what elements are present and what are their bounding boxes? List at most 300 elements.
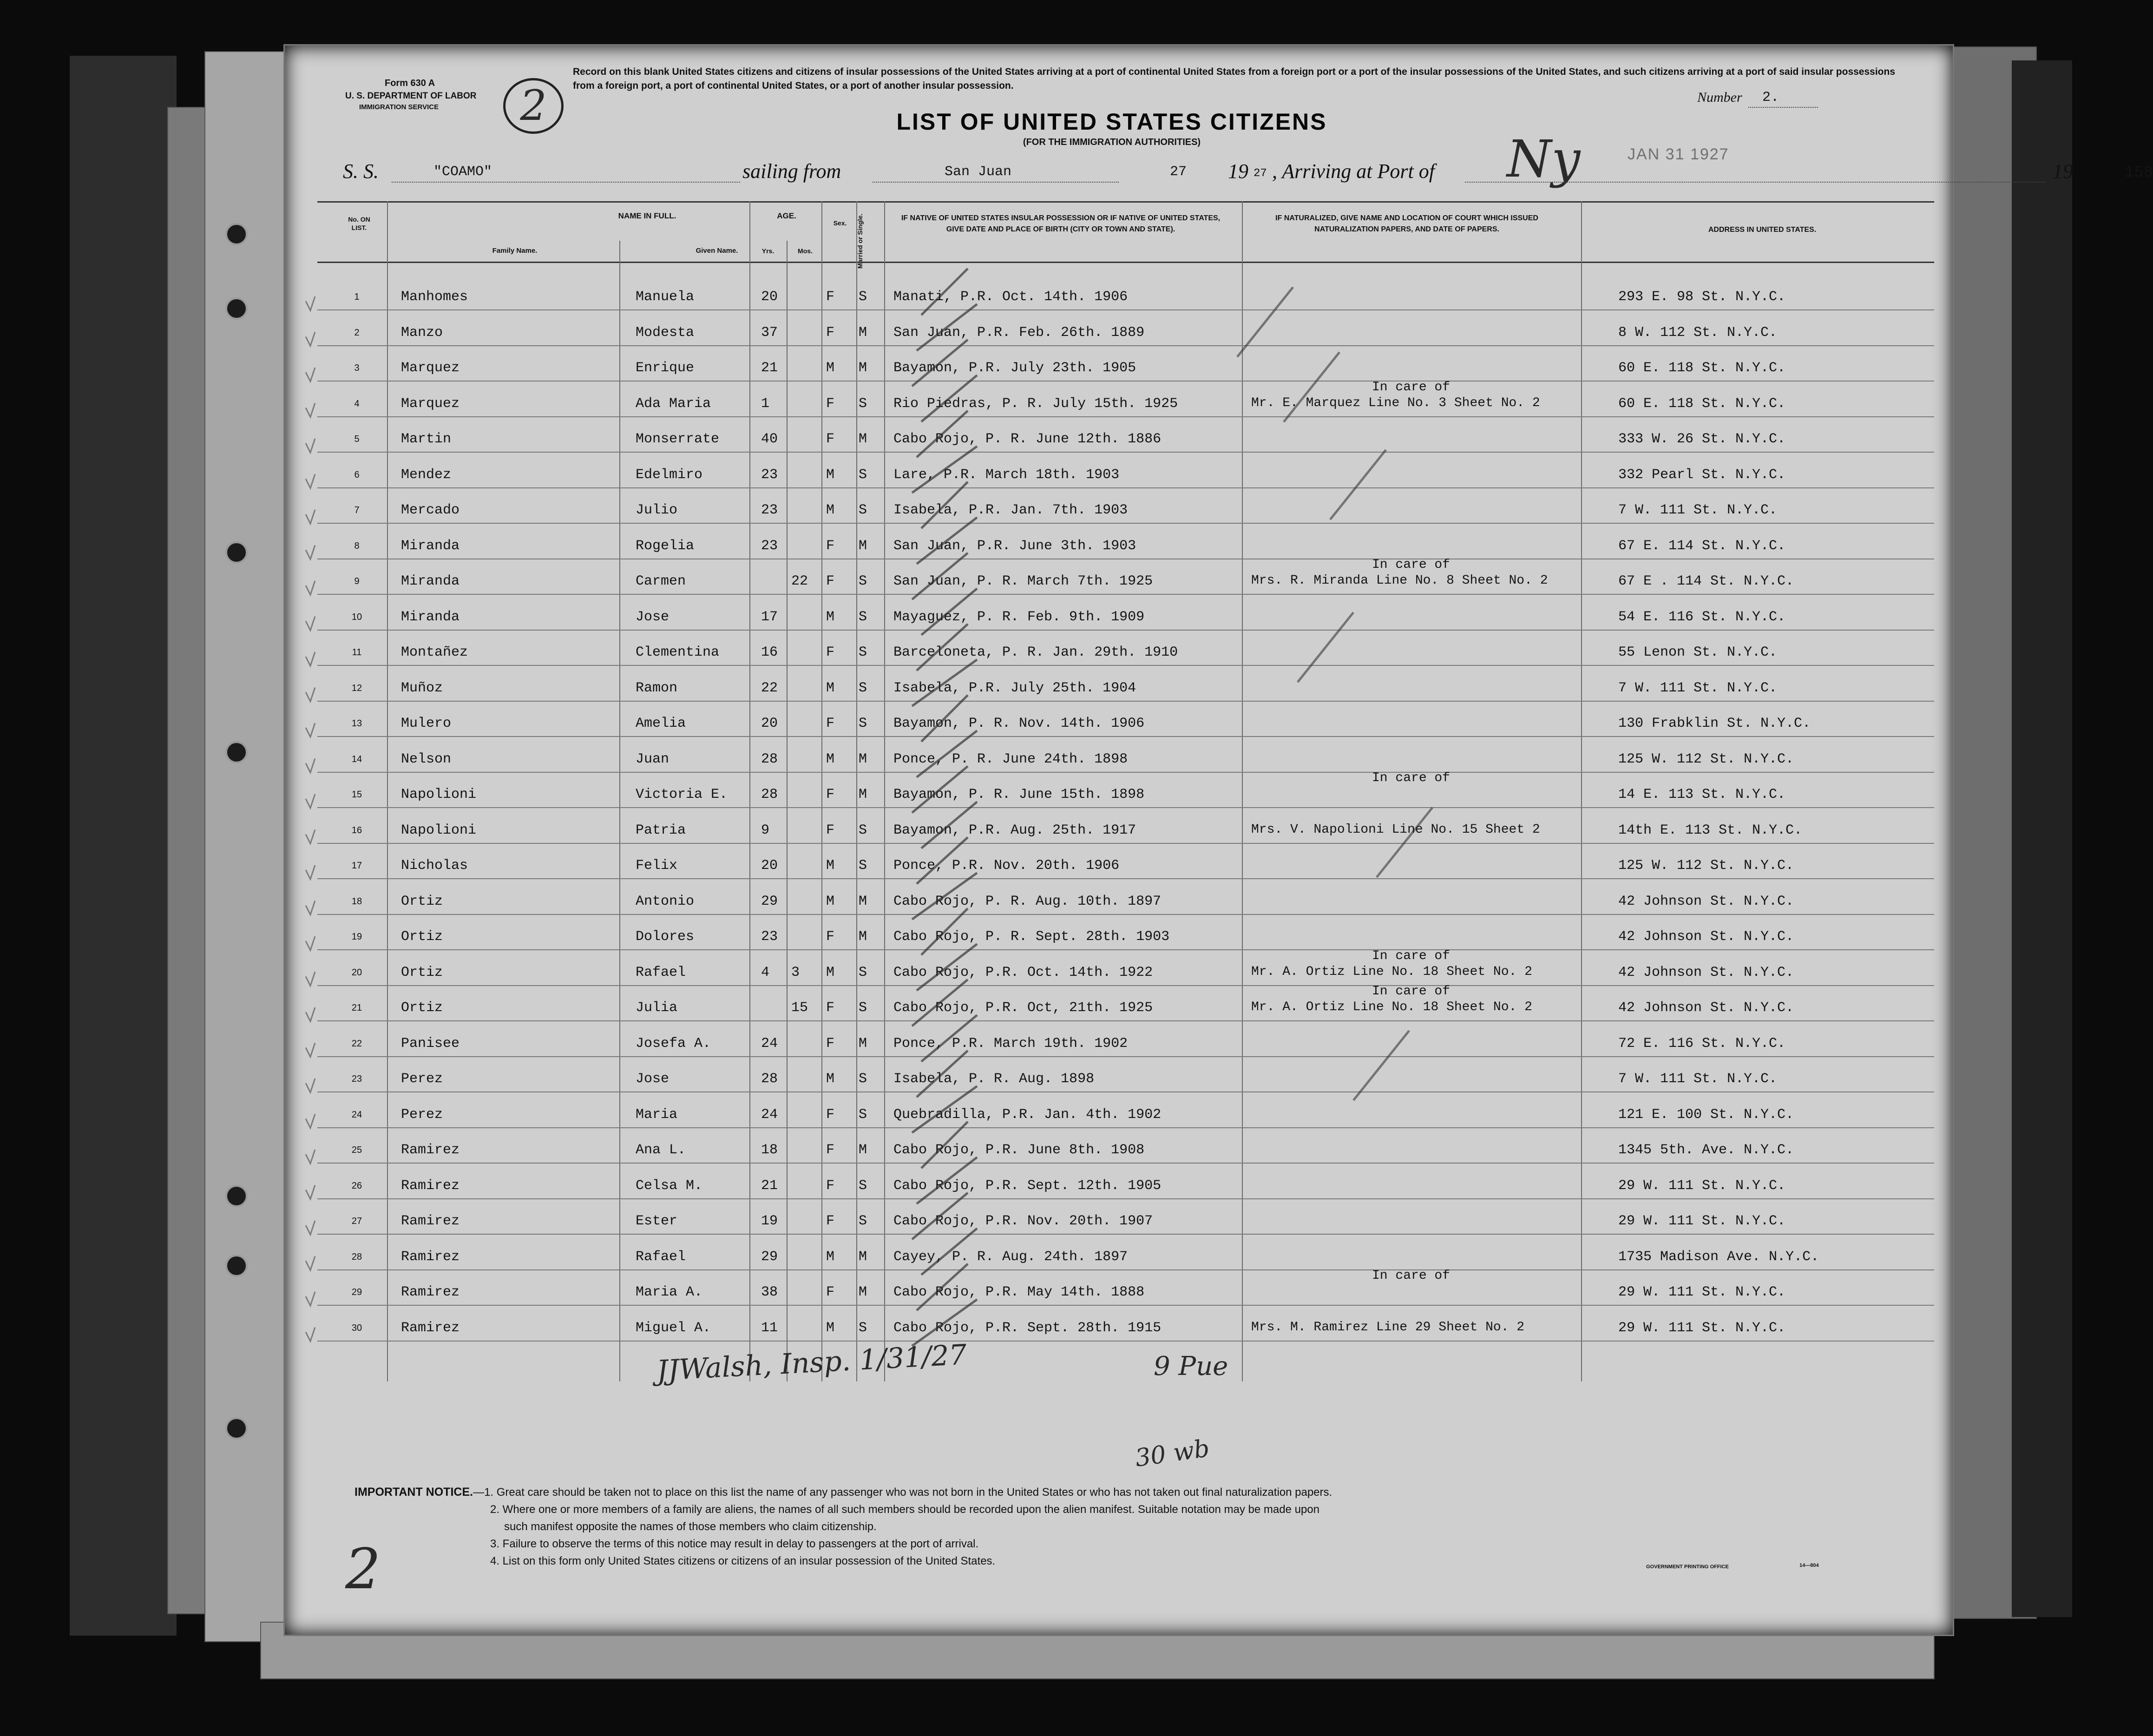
year-prefix-2: 19: [2053, 160, 2073, 183]
cell-given: Patria: [636, 822, 686, 838]
cell-given: Miguel A.: [636, 1320, 711, 1336]
cell-address: 42 Johnson St. N.Y.C.: [1618, 1000, 1794, 1016]
cell-address: 1735 Madison Ave. N.Y.C.: [1618, 1249, 1819, 1265]
cell-sex: M: [826, 467, 835, 483]
cell-sex: M: [826, 680, 835, 696]
cell-family: Ramirez: [401, 1213, 460, 1229]
cell-yrs: 11: [761, 1320, 778, 1336]
cell-birth: Cabo Rojo, P. R. Sept. 28th. 1903: [893, 929, 1170, 945]
cell-birth: Mayaguez, P. R. Feb. 9th. 1909: [893, 609, 1145, 625]
cell-ms: S: [859, 502, 867, 518]
cell-ms: S: [859, 1177, 867, 1194]
cell-nat-line1: In care of: [1372, 771, 1451, 785]
cell-no: 26: [351, 1180, 362, 1191]
cell-nat-line2: Mr. A. Ortiz Line No. 18 Sheet No. 2: [1251, 1000, 1532, 1014]
punch-hole: [225, 1417, 248, 1440]
header-given-name: Given Name.: [696, 247, 738, 255]
cell-yrs: 37: [761, 324, 778, 341]
number-value: 2.: [1762, 90, 1779, 105]
cell-yrs: 23: [761, 502, 778, 518]
row-tick-mark: [306, 1221, 315, 1235]
cell-nat-line1: In care of: [1372, 984, 1451, 999]
cell-no: 4: [354, 398, 360, 409]
cell-birth: Ponce, P. R. June 24th. 1898: [893, 751, 1128, 767]
cell-birth: Rio Piedras, P. R. July 15th. 1925: [893, 395, 1178, 412]
notice-item-3: 3. Failure to observe the terms of this notice may result in delay to passengers at the port of arrival.: [490, 1538, 979, 1550]
cell-given: Maria A.: [636, 1284, 703, 1300]
row-tick-mark: [306, 1114, 315, 1128]
cell-given: Dolores: [636, 929, 695, 945]
cell-address: 1345 5th. Ave. N.Y.C.: [1618, 1142, 1794, 1158]
cell-birth: Isabela, P.R. July 25th. 1904: [893, 680, 1136, 696]
cell-no: 16: [351, 825, 362, 835]
cell-ms: S: [859, 858, 867, 874]
cell-no: 11: [352, 647, 362, 658]
cell-no: 18: [351, 896, 362, 907]
cell-sex: F: [826, 1177, 835, 1194]
cell-no: 14: [351, 754, 362, 764]
row-tick-mark: [306, 368, 315, 381]
port-of-arrival: Ny: [1507, 129, 1581, 189]
cell-no: 27: [351, 1216, 362, 1226]
cell-family: Marquez: [401, 360, 460, 376]
cell-ms: M: [859, 538, 867, 554]
cell-sex: M: [826, 751, 835, 767]
cell-no: 13: [351, 718, 362, 729]
cell-address: 7 W. 111 St. N.Y.C.: [1618, 680, 1778, 696]
row-tick-mark: [306, 688, 315, 702]
ship-name: "COAMO": [433, 164, 492, 180]
cell-no: 30: [351, 1322, 362, 1333]
cell-no: 19: [351, 932, 362, 942]
cell-birth: Cabo Rojo, P.R. Oct. 14th. 1922: [893, 964, 1153, 980]
cell-given: Victoria E.: [636, 787, 728, 802]
cell-address: 54 E. 116 St. N.Y.C.: [1618, 609, 1786, 625]
cell-no: 23: [351, 1074, 362, 1084]
cell-no: 15: [351, 789, 362, 800]
cell-family: Ortiz: [401, 1000, 443, 1016]
cell-given: Juan: [636, 751, 670, 767]
cell-sex: M: [826, 858, 835, 874]
cell-given: Rafael: [636, 964, 686, 980]
cell-no: 7: [354, 505, 360, 515]
row-tick-mark: [306, 723, 315, 737]
pencil-check-stroke: [1353, 1031, 1409, 1100]
port-from: San Juan: [945, 164, 1012, 180]
cell-ms: M: [859, 1035, 867, 1052]
cell-no: 28: [351, 1251, 362, 1262]
cell-no: 29: [351, 1287, 362, 1297]
cell-yrs: 29: [761, 893, 778, 909]
row-tick-mark: [306, 510, 315, 524]
cell-yrs: 28: [761, 1071, 778, 1087]
cell-address: 72 E. 116 St. N.Y.C.: [1618, 1035, 1786, 1052]
cell-birth: San Juan, P.R. June 3th. 1903: [893, 538, 1136, 554]
notice-item-1: 1. Great care should be taken not to place on this list the name of any passenger who was not born in the United States or who has not taken out final naturalization papers.: [484, 1486, 1332, 1499]
cell-ms: S: [859, 1106, 867, 1123]
cell-sex: F: [826, 431, 835, 447]
cell-given: Julia: [636, 1000, 678, 1016]
row-tick-mark: [306, 1185, 315, 1199]
cell-nat-line1: In care of: [1372, 1269, 1451, 1283]
cell-birth: Ponce, P.R. Nov. 20th. 1906: [893, 858, 1120, 874]
cell-yrs: 20: [761, 289, 778, 305]
cell-family: Ramirez: [401, 1177, 460, 1194]
cell-ms: M: [859, 893, 867, 909]
center-pencil-note: 30 wb: [1133, 1434, 1211, 1473]
cell-yrs: 21: [761, 1177, 778, 1194]
cell-family: Panisee: [401, 1035, 460, 1052]
arriving-label: , Arriving at Port of: [1272, 160, 1435, 183]
cell-given: Ada Maria: [636, 395, 711, 412]
cell-ms: M: [859, 324, 867, 341]
cell-no: 24: [351, 1109, 362, 1120]
cell-given: Rafael: [636, 1249, 686, 1265]
form-number: Form 630 A: [385, 78, 435, 88]
cell-sex: F: [826, 1213, 835, 1229]
cell-family: Manzo: [401, 324, 443, 341]
notice-item-2a: 2. Where one or more members of a family are aliens, the names of all such members should be recorded upon the alien manifest. Suitable notation may be made upon: [490, 1503, 1319, 1516]
cell-ms: S: [859, 822, 867, 838]
cell-sex: M: [826, 609, 835, 625]
cell-sex: F: [826, 1142, 835, 1158]
cell-sex: M: [826, 502, 835, 518]
cell-given: Carmen: [636, 573, 686, 589]
cell-birth: Cabo Rojo, P.R. Sept. 12th. 1905: [893, 1177, 1162, 1194]
cell-address: 130 Frabklin St. N.Y.C.: [1618, 716, 1811, 731]
row-tick-mark: [306, 296, 315, 310]
cell-given: Julio: [636, 502, 678, 518]
cell-yrs: 22: [761, 680, 778, 696]
cell-no: 9: [354, 576, 360, 586]
pencil-check-stroke: [921, 589, 977, 635]
row-tick-mark: [306, 759, 315, 773]
row-tick-mark: [306, 546, 315, 559]
cell-given: Monserrate: [636, 431, 720, 447]
cell-sex: F: [826, 1000, 835, 1016]
cell-ms: S: [859, 1213, 867, 1229]
service-name: IMMIGRATION SERVICE: [359, 103, 439, 111]
cell-family: Ramirez: [401, 1320, 460, 1336]
cell-birth: Bayamon, P.R. Aug. 25th. 1917: [893, 822, 1136, 838]
cell-mos: 3: [791, 964, 800, 980]
punch-hole: [225, 297, 248, 320]
cell-yrs: 28: [761, 751, 778, 767]
cell-birth: Bayamon, P. R. June 15th. 1898: [893, 787, 1145, 802]
cell-given: Amelia: [636, 716, 686, 731]
pencil-check-stroke: [1284, 352, 1339, 422]
binder-right-strip: [2012, 60, 2072, 1617]
row-tick-mark: [306, 1328, 315, 1341]
cell-ms: M: [859, 751, 867, 767]
cell-no: 22: [351, 1038, 362, 1049]
row-tick-mark: [306, 901, 315, 915]
ss-label: S. S.: [343, 160, 379, 183]
important-notice: IMPORTANT NOTICE.—1. Great care should be taken not to place on this list the name of any passenger who was not born in the United States or who has not taken out final naturalization papers. 2. Where one or more members of a family are aliens, the names of all such members should be recorded upon the alien manifest. Suitable notation may be made upon such manifest opposite the names of those members who claim citizenship. 3. Failure to observe the terms of this notice may result in delay to passengers at the port of arrival. 4. List on this form only United States citizens or citizens of an insular possession of the United States.: [354, 1484, 1911, 1570]
cell-address: 60 E. 118 St. N.Y.C.: [1618, 395, 1786, 412]
cell-address: 29 W. 111 St. N.Y.C.: [1618, 1320, 1786, 1336]
pencil-check-stroke: [921, 1122, 968, 1168]
date-stamp: JAN 31 1927: [1628, 145, 1729, 163]
cell-sex: M: [826, 360, 835, 376]
cell-given: Maria: [636, 1106, 678, 1123]
cell-nat-line1: In care of: [1372, 558, 1451, 572]
cell-sex: F: [826, 1106, 835, 1123]
row-tick-mark: [306, 617, 315, 631]
cell-no: 2: [354, 327, 360, 338]
header-mos: Mos.: [798, 247, 813, 255]
header-address: ADDRESS IN UNITED STATES.: [1708, 226, 1817, 234]
cell-yrs: 4: [761, 964, 770, 980]
cell-yrs: 23: [761, 538, 778, 554]
cell-sex: M: [826, 893, 835, 909]
cell-nat-line2: Mrs. R. Miranda Line No. 8 Sheet No. 2: [1251, 573, 1548, 588]
cell-yrs: 28: [761, 787, 778, 802]
passenger-count-note: 9 Pue: [1154, 1351, 1228, 1381]
cell-address: 60 E. 118 St. N.Y.C.: [1618, 360, 1786, 376]
cell-birth: Cabo Rojo, P.R. June 8th. 1908: [893, 1142, 1145, 1158]
cell-birth: San Juan, P.R. Feb. 26th. 1889: [893, 324, 1145, 341]
punch-hole: [225, 223, 248, 245]
cell-birth: Bayamon, P. R. Nov. 14th. 1906: [893, 716, 1145, 731]
cell-family: Mulero: [401, 716, 452, 731]
row-tick-mark: [306, 1256, 315, 1270]
cell-given: Jose: [636, 1071, 670, 1087]
pencil-check-stroke: [921, 695, 968, 742]
cell-address: 125 W. 112 St. N.Y.C.: [1618, 751, 1794, 767]
cell-given: Clementina: [636, 644, 720, 660]
cell-nat-line1: In care of: [1372, 380, 1451, 395]
row-tick-mark: [306, 1007, 315, 1021]
pencil-check-stroke: [1237, 287, 1293, 357]
cell-family: Ramirez: [401, 1249, 460, 1265]
cell-birth: Cabo Rojo, P.R. Nov. 20th. 1907: [893, 1213, 1153, 1229]
pencil-check-stroke: [921, 1229, 977, 1275]
cell-birth: Cabo Rojo, P.R. May 14th. 1888: [893, 1284, 1145, 1300]
cell-sex: F: [826, 538, 835, 554]
pencil-check-marks: [285, 46, 1953, 1635]
notice-item-2b: such manifest opposite the names of those members who claim citizenship.: [504, 1520, 877, 1533]
cell-given: Enrique: [636, 360, 695, 376]
cell-mos: 15: [791, 1000, 808, 1016]
pencil-check-stroke: [921, 802, 977, 848]
cell-no: 12: [351, 683, 362, 693]
cell-ms: S: [859, 680, 867, 696]
cell-birth: Cabo Rojo, P. R. June 12th. 1886: [893, 431, 1162, 447]
cell-address: 7 W. 111 St. N.Y.C.: [1618, 1071, 1778, 1087]
cell-ms: M: [859, 787, 867, 802]
row-tick-mark: [306, 1078, 315, 1092]
cell-given: Josefa A.: [636, 1035, 711, 1052]
cell-nat-line2: Mr. A. Ortiz Line No. 18 Sheet No. 2: [1251, 964, 1532, 979]
department-name: U. S. DEPARTMENT OF LABOR: [345, 91, 477, 101]
cell-ms: S: [859, 964, 867, 980]
pencil-check-stroke: [1298, 612, 1353, 682]
cell-family: Ortiz: [401, 929, 443, 945]
cell-ms: S: [859, 1071, 867, 1087]
pencil-check-stroke: [921, 375, 977, 422]
cell-birth: Isabela, P. R. Aug. 1898: [893, 1071, 1095, 1087]
cell-birth: Cabo Rojo, P.R. Sept. 28th. 1915: [893, 1320, 1162, 1336]
cell-sex: M: [826, 1320, 835, 1336]
row-tick-mark: [306, 581, 315, 595]
cell-address: 42 Johnson St. N.Y.C.: [1618, 964, 1794, 980]
cell-given: Edelmiro: [636, 467, 703, 483]
cell-family: Marquez: [401, 395, 460, 412]
row-tick-mark: [306, 1043, 315, 1057]
cell-address: 14 E. 113 St. N.Y.C.: [1618, 787, 1786, 802]
intro-text: Record on this blank United States citizens and citizens of insular possessions of the United States arriving at a port of continental United States from a foreign port or a port of the insular possessions of the United States, and such citizens arriving at a port of said insular possessions from a foreign port, a port of continental United States, or a port of another insular possession.: [573, 66, 1896, 91]
cell-sex: F: [826, 573, 835, 589]
header-birth: IF NATIVE OF UNITED STATES INSULAR POSSESSION OR IF NATIVE OF UNITED STATES, GIVE DATE AND PLACE OF BIRTH (CITY OR TOWN AND STATE).: [901, 214, 1221, 233]
cell-sex: F: [826, 716, 835, 731]
row-tick-mark: [306, 1150, 315, 1164]
cell-no: 10: [351, 612, 362, 622]
cell-address: 332 Pearl St. N.Y.C.: [1618, 467, 1786, 483]
cell-family: Martin: [401, 431, 452, 447]
cell-no: 3: [354, 363, 360, 373]
cell-ms: S: [859, 609, 867, 625]
cell-address: 8 W. 112 St. N.Y.C.: [1618, 324, 1778, 341]
cell-yrs: 19: [761, 1213, 778, 1229]
cell-address: 293 E. 98 St. N.Y.C.: [1618, 289, 1786, 305]
cell-yrs: 23: [761, 467, 778, 483]
header-sex: Sex.: [833, 219, 847, 227]
cell-ms: S: [859, 573, 867, 589]
header-family-name: Family Name.: [492, 247, 538, 255]
cell-ms: S: [859, 1320, 867, 1336]
header-naturalized: IF NATURALIZED, GIVE NAME AND LOCATION OF COURT WHICH ISSUED NATURALIZATION PAPERS, AND DATE OF PAPERS.: [1275, 214, 1538, 233]
cell-address: 55 Lenon St. N.Y.C.: [1618, 644, 1778, 660]
cell-family: Montañez: [401, 644, 468, 660]
punch-hole: [225, 1185, 248, 1207]
circled-sheet-number: 2: [503, 78, 564, 134]
cell-family: Manhomes: [401, 289, 468, 305]
cell-family: Napolioni: [401, 787, 477, 802]
cell-address: 125 W. 112 St. N.Y.C.: [1618, 858, 1794, 874]
cell-yrs: 20: [761, 858, 778, 874]
cell-birth: Cayey, P. R. Aug. 24th. 1897: [893, 1249, 1128, 1265]
header-no-on-list: No. ON LIST.: [348, 216, 370, 231]
pencil-check-stroke: [1330, 450, 1386, 519]
notice-item-4: 4. List on this form only United States citizens or citizens of an insular possession of the United States.: [490, 1555, 996, 1567]
header-age: AGE.: [777, 211, 796, 220]
cell-birth: Quebradilla, P.R. Jan. 4th. 1902: [893, 1106, 1162, 1123]
manifest-sheet: [283, 44, 2153, 1636]
cell-family: Mercado: [401, 502, 460, 518]
cell-yrs: 16: [761, 644, 778, 660]
cell-address: 14th E. 113 St. N.Y.C.: [1618, 822, 1803, 838]
cell-given: Ana L.: [636, 1142, 686, 1158]
cell-no: 5: [354, 434, 360, 444]
cell-sex: F: [826, 929, 835, 945]
cell-yrs: 38: [761, 1284, 778, 1300]
cell-family: Perez: [401, 1071, 443, 1087]
cell-yrs: 29: [761, 1249, 778, 1265]
cell-ms: M: [859, 431, 867, 447]
punch-hole: [225, 741, 248, 763]
cell-yrs: 1: [761, 395, 770, 412]
row-tick-mark: [306, 332, 315, 346]
row-tick-mark: [306, 830, 315, 844]
cell-family: Mendez: [401, 467, 452, 483]
pencil-check-stroke: [921, 269, 968, 315]
row-tick-mark: [306, 1292, 315, 1306]
cell-nat-line1: In care of: [1372, 948, 1451, 963]
cell-birth: Lare, P.R. March 18th. 1903: [893, 467, 1120, 483]
row-tick-mark: [306, 865, 315, 879]
row-tick-mark: [306, 439, 315, 453]
header-name-in-full: NAME IN FULL.: [618, 211, 676, 220]
cell-sex: F: [826, 1035, 835, 1052]
cell-sex: M: [826, 1071, 835, 1087]
header-married-single: Married or Single.: [856, 213, 864, 269]
row-tick-mark: [306, 474, 315, 488]
cell-sex: M: [826, 964, 835, 980]
cell-ms: M: [859, 360, 867, 376]
cell-given: Jose: [636, 609, 670, 625]
cell-mos: 22: [791, 573, 808, 589]
cell-address: 67 E. 114 St. N.Y.C.: [1618, 538, 1786, 554]
cell-address: 42 Johnson St. N.Y.C.: [1618, 929, 1794, 945]
year-prefix: 19: [1228, 160, 1248, 183]
cell-yrs: 40: [761, 431, 778, 447]
cell-given: Antonio: [636, 893, 695, 909]
header-yrs: Yrs.: [761, 247, 775, 255]
cell-ms: S: [859, 395, 867, 412]
punch-hole: [225, 541, 248, 564]
cell-ms: M: [859, 929, 867, 945]
cell-birth: Barceloneta, P. R. Jan. 29th. 1910: [893, 644, 1178, 660]
corner-pencil-mark: 2: [345, 1537, 381, 1602]
cell-address: 29 W. 111 St. N.Y.C.: [1618, 1284, 1786, 1300]
sheet-code: 158: [2125, 164, 2153, 182]
cell-address: 29 W. 111 St. N.Y.C.: [1618, 1213, 1786, 1229]
page-subtitle: (FOR THE IMMIGRATION AUTHORITIES): [1023, 137, 1201, 147]
year-suffix: 27: [1254, 167, 1267, 180]
cell-ms: S: [859, 644, 867, 660]
cell-no: 1: [354, 292, 360, 302]
cell-sex: F: [826, 822, 835, 838]
cell-sex: F: [826, 289, 835, 305]
cell-family: Miranda: [401, 573, 460, 589]
cell-address: 333 W. 26 St. N.Y.C.: [1618, 431, 1786, 447]
cell-yrs: 24: [761, 1035, 778, 1052]
cell-birth: Cabo Rojo, P. R. Aug. 10th. 1897: [893, 893, 1162, 909]
notice-lead: IMPORTANT NOTICE.: [354, 1486, 473, 1499]
cell-birth: San Juan, P. R. March 7th. 1925: [893, 573, 1153, 589]
row-tick-mark: [306, 652, 315, 666]
page-title: LIST OF UNITED STATES CITIZENS: [896, 109, 1327, 135]
cell-family: Napolioni: [401, 822, 477, 838]
sailing-day: 27: [1170, 164, 1187, 180]
cell-yrs: 21: [761, 360, 778, 376]
inspector-signature: JJWalsh, Insp. 1/31/27: [656, 1338, 968, 1387]
row-tick-mark: [306, 794, 315, 808]
cell-family: Nelson: [401, 751, 452, 767]
cell-family: Muñoz: [401, 680, 443, 696]
cell-given: Celsa M.: [636, 1177, 703, 1194]
cell-no: 25: [351, 1145, 362, 1155]
cell-ms: S: [859, 716, 867, 731]
cell-address: 42 Johnson St. N.Y.C.: [1618, 893, 1794, 909]
pencil-check-stroke: [921, 908, 968, 955]
binder-left-strip: [70, 56, 177, 1636]
cell-given: Rogelia: [636, 538, 695, 554]
cell-no: 6: [354, 469, 360, 480]
cell-address: 67 E . 114 St. N.Y.C.: [1618, 573, 1794, 589]
cell-sex: M: [826, 1249, 835, 1265]
